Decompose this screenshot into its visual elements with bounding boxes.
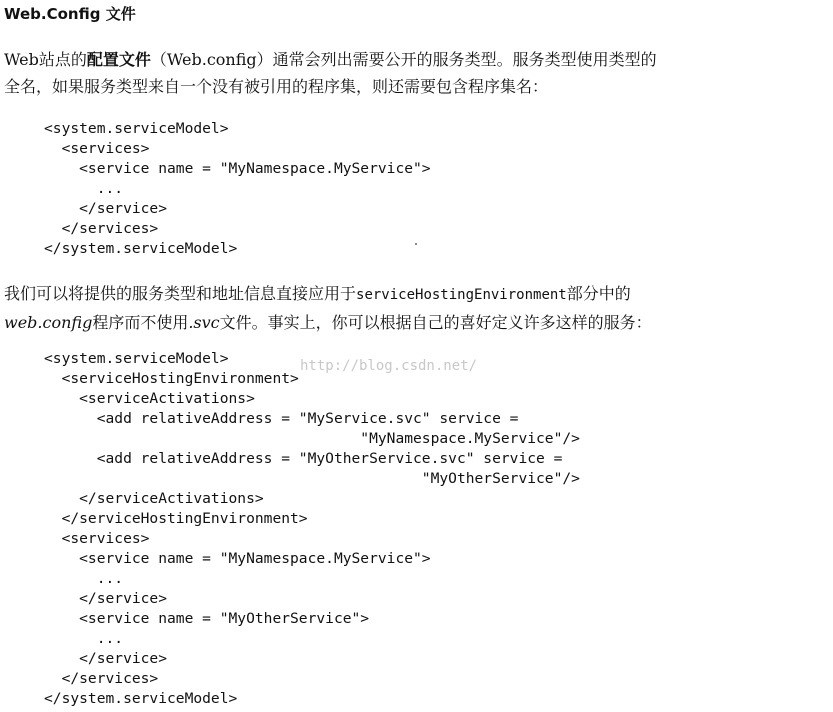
explanation-text-3: 程序而不使用 (92, 313, 189, 332)
intro-text-2: （Web.config）通常会列出需要公开的服务类型。服务类型使用类型的 (150, 50, 657, 69)
scan-speck (415, 243, 417, 245)
code-line: <service name = "MyNamespace.MyService"> (44, 160, 431, 177)
code-line: <add relativeAddress = "MyService.svc" service = (44, 410, 519, 427)
explanation-paragraph (4, 280, 830, 336)
code-line: </system.serviceModel> (44, 240, 238, 257)
code-line: </serviceHostingEnvironment> (44, 510, 308, 527)
code-line: <service name = "MyOtherService"> (44, 610, 370, 627)
section-heading: Web.Config 文件 (4, 5, 136, 23)
explanation-text-2: 部分中的 (566, 284, 631, 303)
code-block-hosting-environment (44, 349, 580, 709)
explanation-line-1 (4, 280, 830, 309)
code-line: ... (44, 180, 124, 197)
code-line: </service> (44, 200, 168, 217)
explanation-text-1: 我们可以将提供的服务类型和地址信息直接应用于 (4, 284, 357, 303)
code-line: <system.serviceModel> (44, 120, 229, 137)
code-line: <services> (44, 140, 150, 157)
code-line: </serviceActivations> (44, 490, 264, 507)
intro-paragraph (4, 46, 830, 100)
code-line: </services> (44, 220, 159, 237)
code-line: "MyOtherService"/> (44, 470, 580, 487)
service-hosting-term: serviceHostingEnvironment (356, 287, 567, 303)
code-line: ... (44, 570, 124, 587)
code-line: <system.serviceModel> (44, 350, 229, 367)
code-line: "MyNamespace.MyService"/> (44, 430, 580, 447)
code-line: <services> (44, 530, 150, 547)
config-file-term: 配置文件 (86, 50, 151, 69)
code-line: ... (44, 630, 124, 647)
code-line: <serviceHostingEnvironment> (44, 370, 299, 387)
code-line: <service name = "MyNamespace.MyService"> (44, 550, 431, 567)
code-line: <add relativeAddress = "MyOtherService.svc" service = (44, 450, 563, 467)
code-line: </service> (44, 650, 168, 667)
explanation-text-4: 文件。事实上，你可以根据自己的喜好定义许多这样的服务： (219, 313, 652, 332)
code-line: <serviceActivations> (44, 390, 255, 407)
code-line: </service> (44, 590, 168, 607)
svc-term: .svc (188, 313, 220, 332)
intro-line-2: 全名，如果服务类型来自一个没有被引用的程序集，则还需要包含程序集名： (4, 77, 549, 96)
intro-line-1 (4, 46, 830, 73)
code-block-services (44, 119, 431, 259)
code-line: </services> (44, 670, 159, 687)
code-line: </system.serviceModel> (44, 690, 238, 707)
web-config-term: web.config (4, 313, 93, 332)
explanation-line-2 (4, 309, 830, 336)
watermark-text: http://blog.csdn.net/ (300, 358, 478, 374)
intro-text-1: Web站点的 (4, 50, 87, 69)
